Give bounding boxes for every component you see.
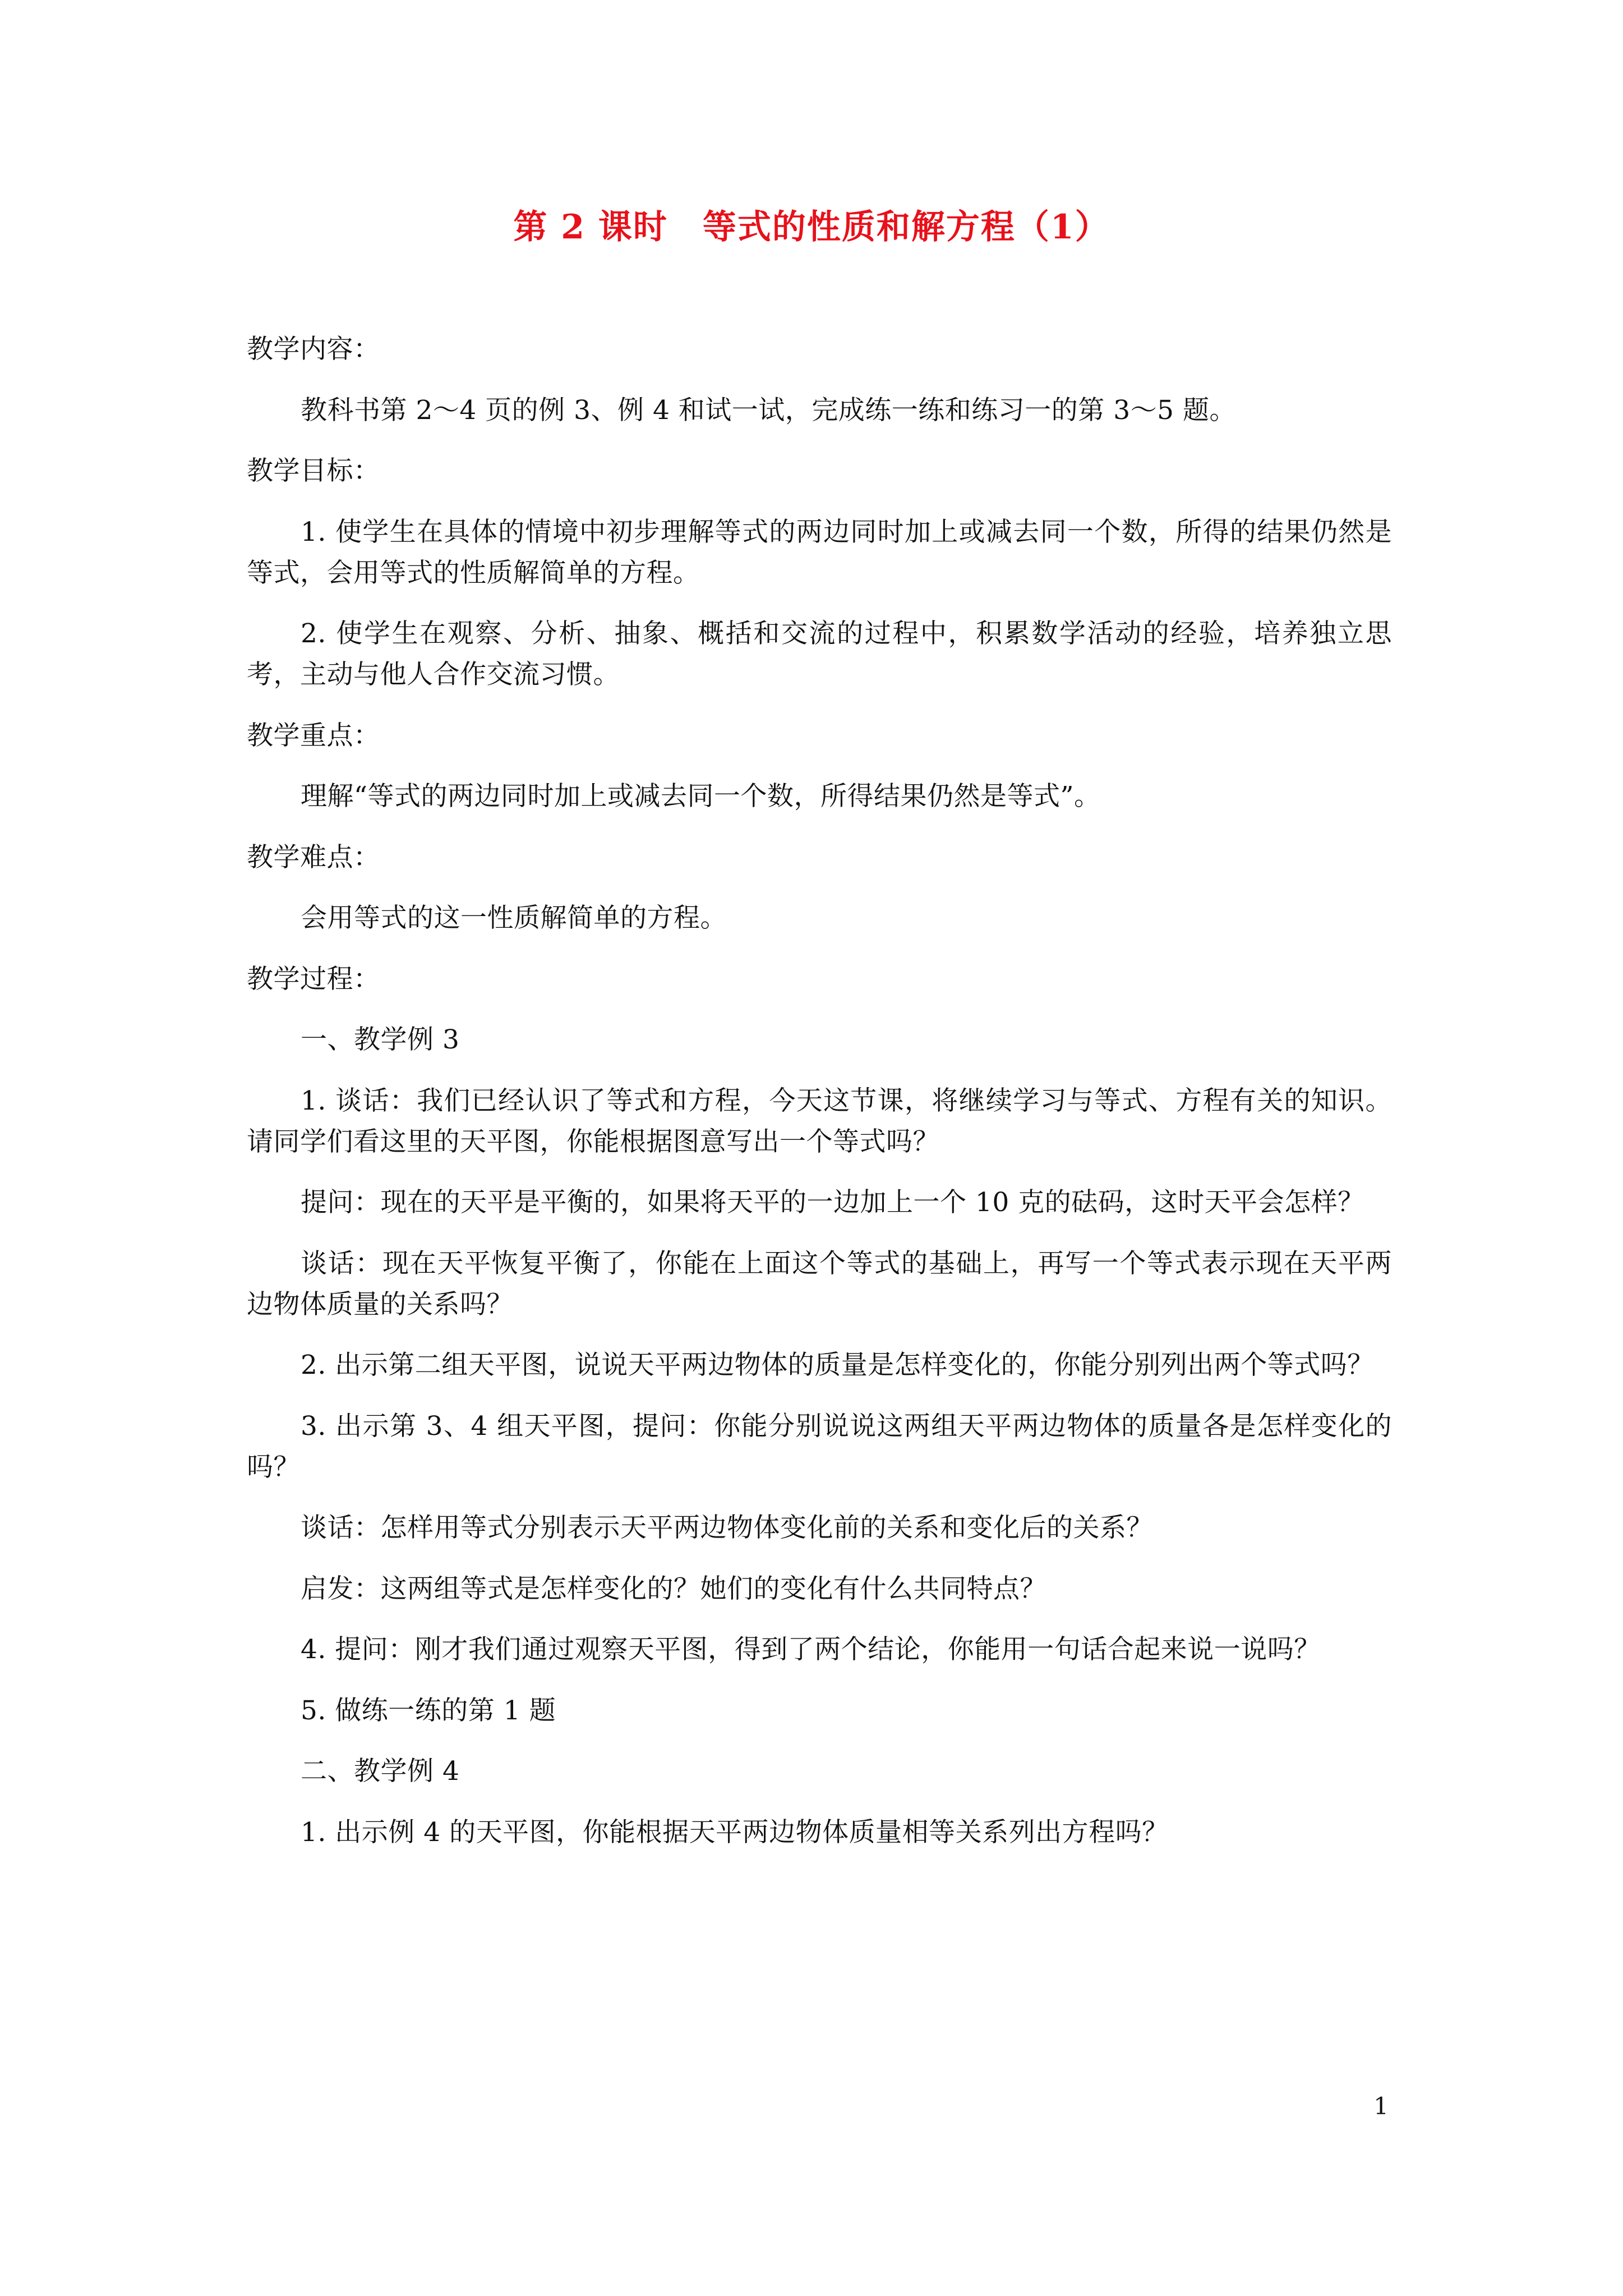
paragraph: 谈话：怎样用等式分别表示天平两边物体变化前的关系和变化后的关系？	[301, 1512, 1153, 1543]
paragraph: 4. 提问：刚才我们通过观察天平图，得到了两个结论，你能用一句话合起来说一说吗？	[301, 1634, 1321, 1665]
paragraph: 提问：现在的天平是平衡的，如果将天平的一边加上一个 10 克的砝码，这时天平会怎样？	[301, 1187, 1364, 1218]
section-heading-content: 教学内容：	[247, 334, 380, 365]
paragraph: 会用等式的这一性质解简单的方程。	[301, 903, 727, 933]
paragraph: 2. 使学生在观察、分析、抽象、概括和交流的过程中，积累数学活动的经验，培养独立思考，主动与他人合作交流习惯。	[247, 618, 1392, 690]
section-heading-process: 教学过程：	[247, 963, 380, 995]
paragraph: 教科书第 2～4 页的例 3、例 4 和试一试，完成练一练和练习一的第 3～5 题。	[301, 394, 1236, 426]
paragraph: 5. 做练一练的第 1 题	[301, 1695, 556, 1726]
paragraph: 1. 使学生在具体的情境中初步理解等式的两边同时加上或减去同一个数，所得的结果仍然是等式，会用等式的性质解简单的方程。	[247, 516, 1392, 588]
page-number: 1	[1373, 2092, 1389, 2120]
paragraph: 谈话：现在天平恢复平衡了，你能在上面这个等式的基础上，再写一个等式表示现在天平两边物体质量的关系吗？	[247, 1248, 1392, 1320]
paragraph: 1. 谈话：我们已经认识了等式和方程，今天这节课，将继续学习与等式、方程有关的知识。请同学们看这里的天平图，你能根据图意写出一个等式吗？	[247, 1085, 1392, 1157]
section-heading-goals: 教学目标：	[247, 455, 380, 486]
section-heading-key-points: 教学重点：	[247, 720, 380, 751]
paragraph: 3. 出示第 3、4 组天平图，提问：你能分别说说这两组天平两边物体的质量各是怎样变化的吗？	[247, 1410, 1392, 1483]
paragraph: 一、教学例 3	[301, 1024, 460, 1055]
paragraph: 2. 出示第二组天平图，说说天平两边物体的质量是怎样变化的，你能分别列出两个等式吗？	[301, 1350, 1374, 1381]
paragraph: 理解“等式的两边同时加上或减去同一个数，所得结果仍然是等式”。	[301, 781, 1101, 812]
paragraph: 启发：这两组等式是怎样变化的？她们的变化有什么共同特点？	[301, 1573, 1046, 1604]
paragraph: 二、教学例 4	[301, 1756, 460, 1787]
lesson-body	[247, 329, 1392, 1872]
section-heading-difficulties: 教学难点：	[247, 841, 380, 873]
lesson-title: 第 2 课时 等式的性质和解方程（1）	[513, 208, 1110, 247]
paragraph: 1. 出示例 4 的天平图，你能根据天平两边物体质量相等关系列出方程吗？	[301, 1816, 1169, 1848]
